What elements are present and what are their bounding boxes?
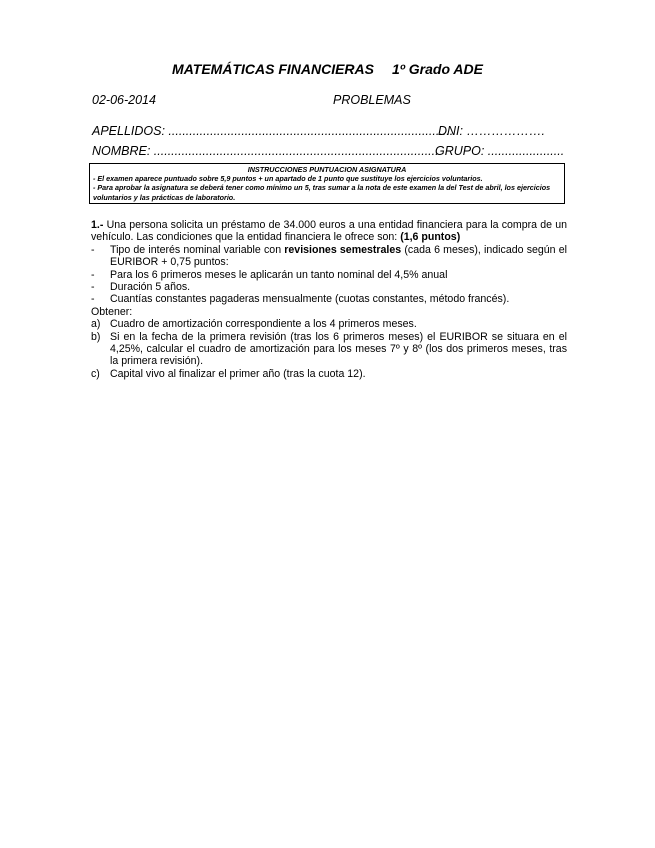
instructions-title: INSTRUCCIONES PUNTUACION ASIGNATURA <box>247 165 407 174</box>
condition-item <box>91 244 567 269</box>
apellidos-field: APELLIDOS: .................................................................................. <box>92 124 454 138</box>
grupo-field: GRUPO: ...................... <box>435 144 565 158</box>
instructions-line-1: - El examen aparece puntuado sobre 5,9 puntos + un apartado de 1 punto que sustituye los ejercicios voluntarios. <box>93 174 483 184</box>
condition-text: Para los 6 primeros meses le aplicarán un tanto nominal del 4,5% anual <box>110 268 448 281</box>
section-title: PROBLEMAS <box>333 93 411 107</box>
nombre-field: NOMBRE: .................................................................................. <box>92 144 439 158</box>
problem-1 <box>91 219 567 380</box>
condition-bold-text: revisiones semestrales <box>284 243 402 256</box>
question-text: Cuadro de amortización correspondiente a los 4 primeros meses. <box>110 318 417 331</box>
question-text: Si en la fecha de la primera revisión (tras los 6 primeros meses) el EURIBOR se situara en el 4,25%, calcular el cuadro de amortización para los meses 7º y 8º (los dos primeros meses, tras la primera revisión). <box>110 330 567 368</box>
problem-number: 1.- <box>91 219 104 231</box>
dni-field: DNI: ………………. <box>438 124 545 138</box>
condition-text: Tipo de interés nominal variable con <box>110 243 285 256</box>
problem-points: (1,6 puntos) <box>400 231 461 244</box>
exam-title <box>0 61 655 77</box>
condition-item <box>91 293 567 305</box>
question-marker: a) <box>91 318 101 331</box>
question-text: Capital vivo al finalizar el primer año (tras la cuota 12). <box>110 367 366 380</box>
problem-1-statement <box>91 219 567 244</box>
question-item <box>91 368 567 380</box>
obtain-label: Obtener: <box>91 305 133 318</box>
exam-date: 02-06-2014 <box>92 93 156 107</box>
question-marker: b) <box>91 330 101 343</box>
list-marker: - <box>91 293 95 306</box>
question-item <box>91 318 567 330</box>
problem-intro: Una persona solicita un préstamo de 34.000 euros a una entidad financiera para la compra de un vehículo. Las condiciones que la entidad financiera le ofrece son: <box>91 219 567 244</box>
instructions-box <box>89 163 565 204</box>
condition-item <box>91 269 567 281</box>
list-marker: - <box>91 243 95 256</box>
list-marker: - <box>91 268 95 281</box>
question-marker: c) <box>91 367 100 380</box>
course-grade: 1º Grado ADE <box>392 61 483 77</box>
condition-text-tail: (cada 6 meses), indicado según el EURIBOR + 0,75 puntos: <box>110 243 568 269</box>
course-title: MATEMÁTICAS FINANCIERAS <box>172 61 374 77</box>
condition-text: Cuantías constantes pagaderas mensualmente (cuotas constantes, método francés). <box>110 293 510 306</box>
condition-text: Duración 5 años. <box>110 281 191 294</box>
question-item <box>91 331 567 368</box>
list-marker: - <box>91 281 95 294</box>
instructions-line-2: - Para aprobar la asignatura se deberá tener como mínimo un 5, tras sumar a la nota de este examen la del Test de abril, los ejercicios voluntarios y las prácticas de laboratorio. <box>93 183 551 202</box>
condition-item <box>91 281 567 293</box>
